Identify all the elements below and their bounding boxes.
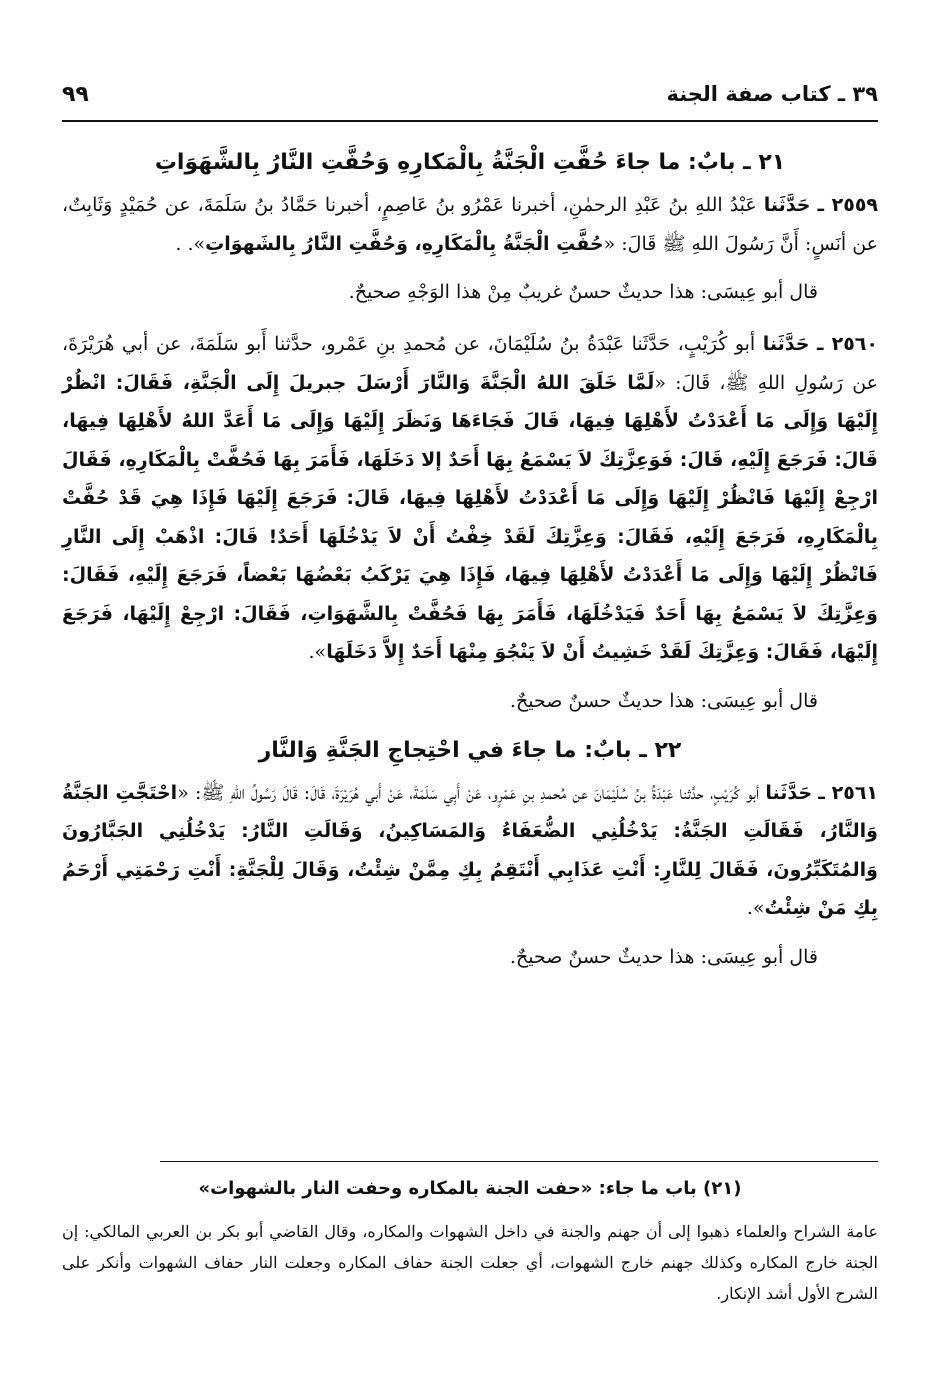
hadith-2561 xyxy=(62,774,878,928)
hadith-closing: ». . xyxy=(175,232,206,255)
hadith-matn: حُفَّتِ الْجَنَّةُ بِالْمَكَارِهِ، وَحُفَّتِ النَّارُ بِالشَهوَاتِ xyxy=(205,232,604,255)
section-22-heading: ٢٢ ـ بابٌ: ما جاءَ في احْتِجاجِ الجَنَّةِ وَالنَّار xyxy=(258,737,682,763)
footnotes xyxy=(62,1174,878,1309)
hadith-number: ٢٥٦١ ـ xyxy=(818,781,879,804)
hadith-closing: ». xyxy=(746,897,765,919)
hadith-number: ٢٥٥٩ ـ xyxy=(817,194,879,216)
footnote-divider xyxy=(160,1161,878,1162)
header-divider xyxy=(62,120,878,122)
main-text xyxy=(62,140,878,990)
footnote-body: عامة الشراح والعلماء ذهبوا إلى أن جهنم والجنة في داخل الشهوات والمكاره، وقال القاضي أبو بكر بن العربي المالكي: إن الجنة خارج المكاره وكذلك جهنم خارج الشهوات، أي جعلت الجنة حفاف المكاره وجعلت النار حفاف الشهوات وأنكر على الشرح الأول أشد الإنكار. xyxy=(62,1222,879,1303)
chapter-running-title: ٣٩ ـ كتاب صفة الجنة xyxy=(666,82,878,106)
grade-2561: قال أبو عِيسَى: هذا حديثٌ حسنٌ صحيحٌ. xyxy=(509,945,818,968)
hadith-closing: ». xyxy=(308,641,327,663)
hadith-isnad: أبو كُرَيْبٍ، حدَّثنا عَبْدَةُ بنُ سُلَيْمَانَ عن مُحمدِ بنِ عَمْرٍو، عَنْ أَبِي سَلَمَةَ، عَنْ أَبي هُرَيْرَةَ، قَالَ: قَالَ رَسُولُ اللهِ ﷺ: « xyxy=(177,781,760,804)
running-header xyxy=(62,78,878,118)
section-21-heading: ٢١ ـ بابٌ: ما جاءَ حُفَّتِ الْجَنَّةُ بِالْمَكارِهِ وَحُفَّتِ النَّارُ بِالشَّهَوَاتِ xyxy=(154,150,786,175)
grade-2560: قال أبو عِيسَى: هذا حديثٌ حسنٌ صحيحٌ. xyxy=(509,689,818,712)
hadith-isnad: عَبْدُ اللهِ بنُ عَبْدِ الرحمٰنِ، أخبرنا عَمْرُو بنُ عَاصِمٍ، أخبرنا حَمَّادُ بنُ سَلَمَةَ، عن حُمَيْدٍ وَثَابِتٌ، عن أنَسٍ: أَنَّ رَسُولَ اللهِ ﷺ قَالَ: « xyxy=(62,194,878,255)
haddathana-word: حَدَّثَنا xyxy=(763,194,811,216)
hadith-isnad: أبو كُرَيْبٍ، حَدَّثَنا عَبْدَةُ بنُ سُلَيْمَانَ، عن مُحمدِ بنِ عَمْرو، حدَّثنا أَبو سَلَمَةَ، عن أبي هُرَيْرَةَ، عن رَسُولِ اللهِ ﷺ، قَالَ: « xyxy=(62,333,878,394)
page-number: ٩٩ xyxy=(62,82,89,107)
footnote-heading: (٢١) باب ما جاء: «حفت الجنة بالمكاره وحفت النار بالشهوات» xyxy=(198,1178,742,1199)
hadith-matn: احْتَجَّتِ الجَنَّةُ وَالنَّارُ، فَقَالَتِ الجَنَّةُ: يَدْخُلُنِي الضُّعَفَاءُ وَالمَسَاكِينُ، وَقَالَتِ النَّارُ: يَدْخُلُنِي الجَبَّارُونَ وَالمُتَكَبِّرُونَ، فَقَالَ لِلنَّارِ: أَنْتِ عَذَابِي أَنْتَقِمُ بِكِ مِمَّنْ شِئْتُ، وَقَالَ لِلْجَنَّةِ: أَنْتِ رَحْمَتِي أَرْحَمُ بِكِ مَنْ شِئْتُ xyxy=(62,781,878,919)
haddathana-word: حَدَّثَنا xyxy=(765,781,813,804)
hadith-matn: لَمَّا خَلَقَ اللهُ الْجَنَّةَ وَالنَّارَ أَرْسَلَ جبريلَ إِلَى الْجَنَّةِ، فَقَالَ: انْظُرْ إِلَيْهَا وَإِلَى مَا أَعْدَدْتُ لأَهْلِهَا فِيهَا، قَالَ فَجَاءَهَا وَنَظَرَ إِلَيْهَا وَإِلَى مَا أَعَدَّ اللهُ لأَهْلِهَا فِيهَا، قَالَ: فَرَجَعَ إِلَيْهِ، قَالَ: فَوَعِزَّتِكَ لاَ يَسْمَعُ بِهَا أَحَدٌ إلا دَخَلَهَا، فَأَمَرَ بِهَا فَحُفَّتْ بِالْمَكَارِهِ، فَقَالَ ارْجِعْ إِلَيْهَا فَانْظُرْ إِلَيْهَا وَإِلَى مَا أَعْدَدْتُ لأَهْلِهَا فِيهَا، قَالَ: فَرَجَعَ إِلَيْهَا فَإِذَا هِيَ قَدْ حُفَّتْ بِالْمَكَارِهِ، فَرَجَعَ إِلَيْهِ، فَقَالَ: وَعِزَّتِكَ لَقَدْ خِفْتُ أَنْ لاَ يَدْخُلَهَا أَحَدٌ! قَالَ: اذْهَبْ إِلَى النَّارِ فَانْظُرْ إِلَيْهَا وَإِلَى مَا أَعْدَدْتُ لأَهْلِهَا فِيهَا، فَإِذَا هِيَ يَرْكَبُ بَعْضُهَا بَعْضاً، فَرَجَعَ إِلَيْهِ، فَقَالَ: وَعِزَّتِكَ لاَ يَسْمَعُ بِهَا أَحَدٌ فَيَدْخُلَهَا، فَأَمَرَ بِهَا فَحُفَّتْ بِالشَّهَوَاتِ، فَقَالَ: ارْجِعْ إِلَيْهَا، فَرَجَعَ إِلَيْهَا، فَقَالَ: وَعِزَّتِكَ لَقَدْ خَشِيتُ أَنْ لاَ يَنْجُوَ مِنْهَا أَحَدٌ إِلاَّ دَخَلَهَا xyxy=(62,371,878,663)
hadith-2560 xyxy=(62,325,878,672)
hadith-2559 xyxy=(62,186,878,263)
haddathana-word: حَدَّثَنا xyxy=(762,333,810,355)
grade-2559: قال أبو عِيسَى: هذا حديثٌ حسنٌ غريبٌ مِنْ هذا الوَجْهِ صحيحٌ. xyxy=(348,281,818,303)
hadith-number: ٢٥٦٠ ـ xyxy=(817,333,878,355)
